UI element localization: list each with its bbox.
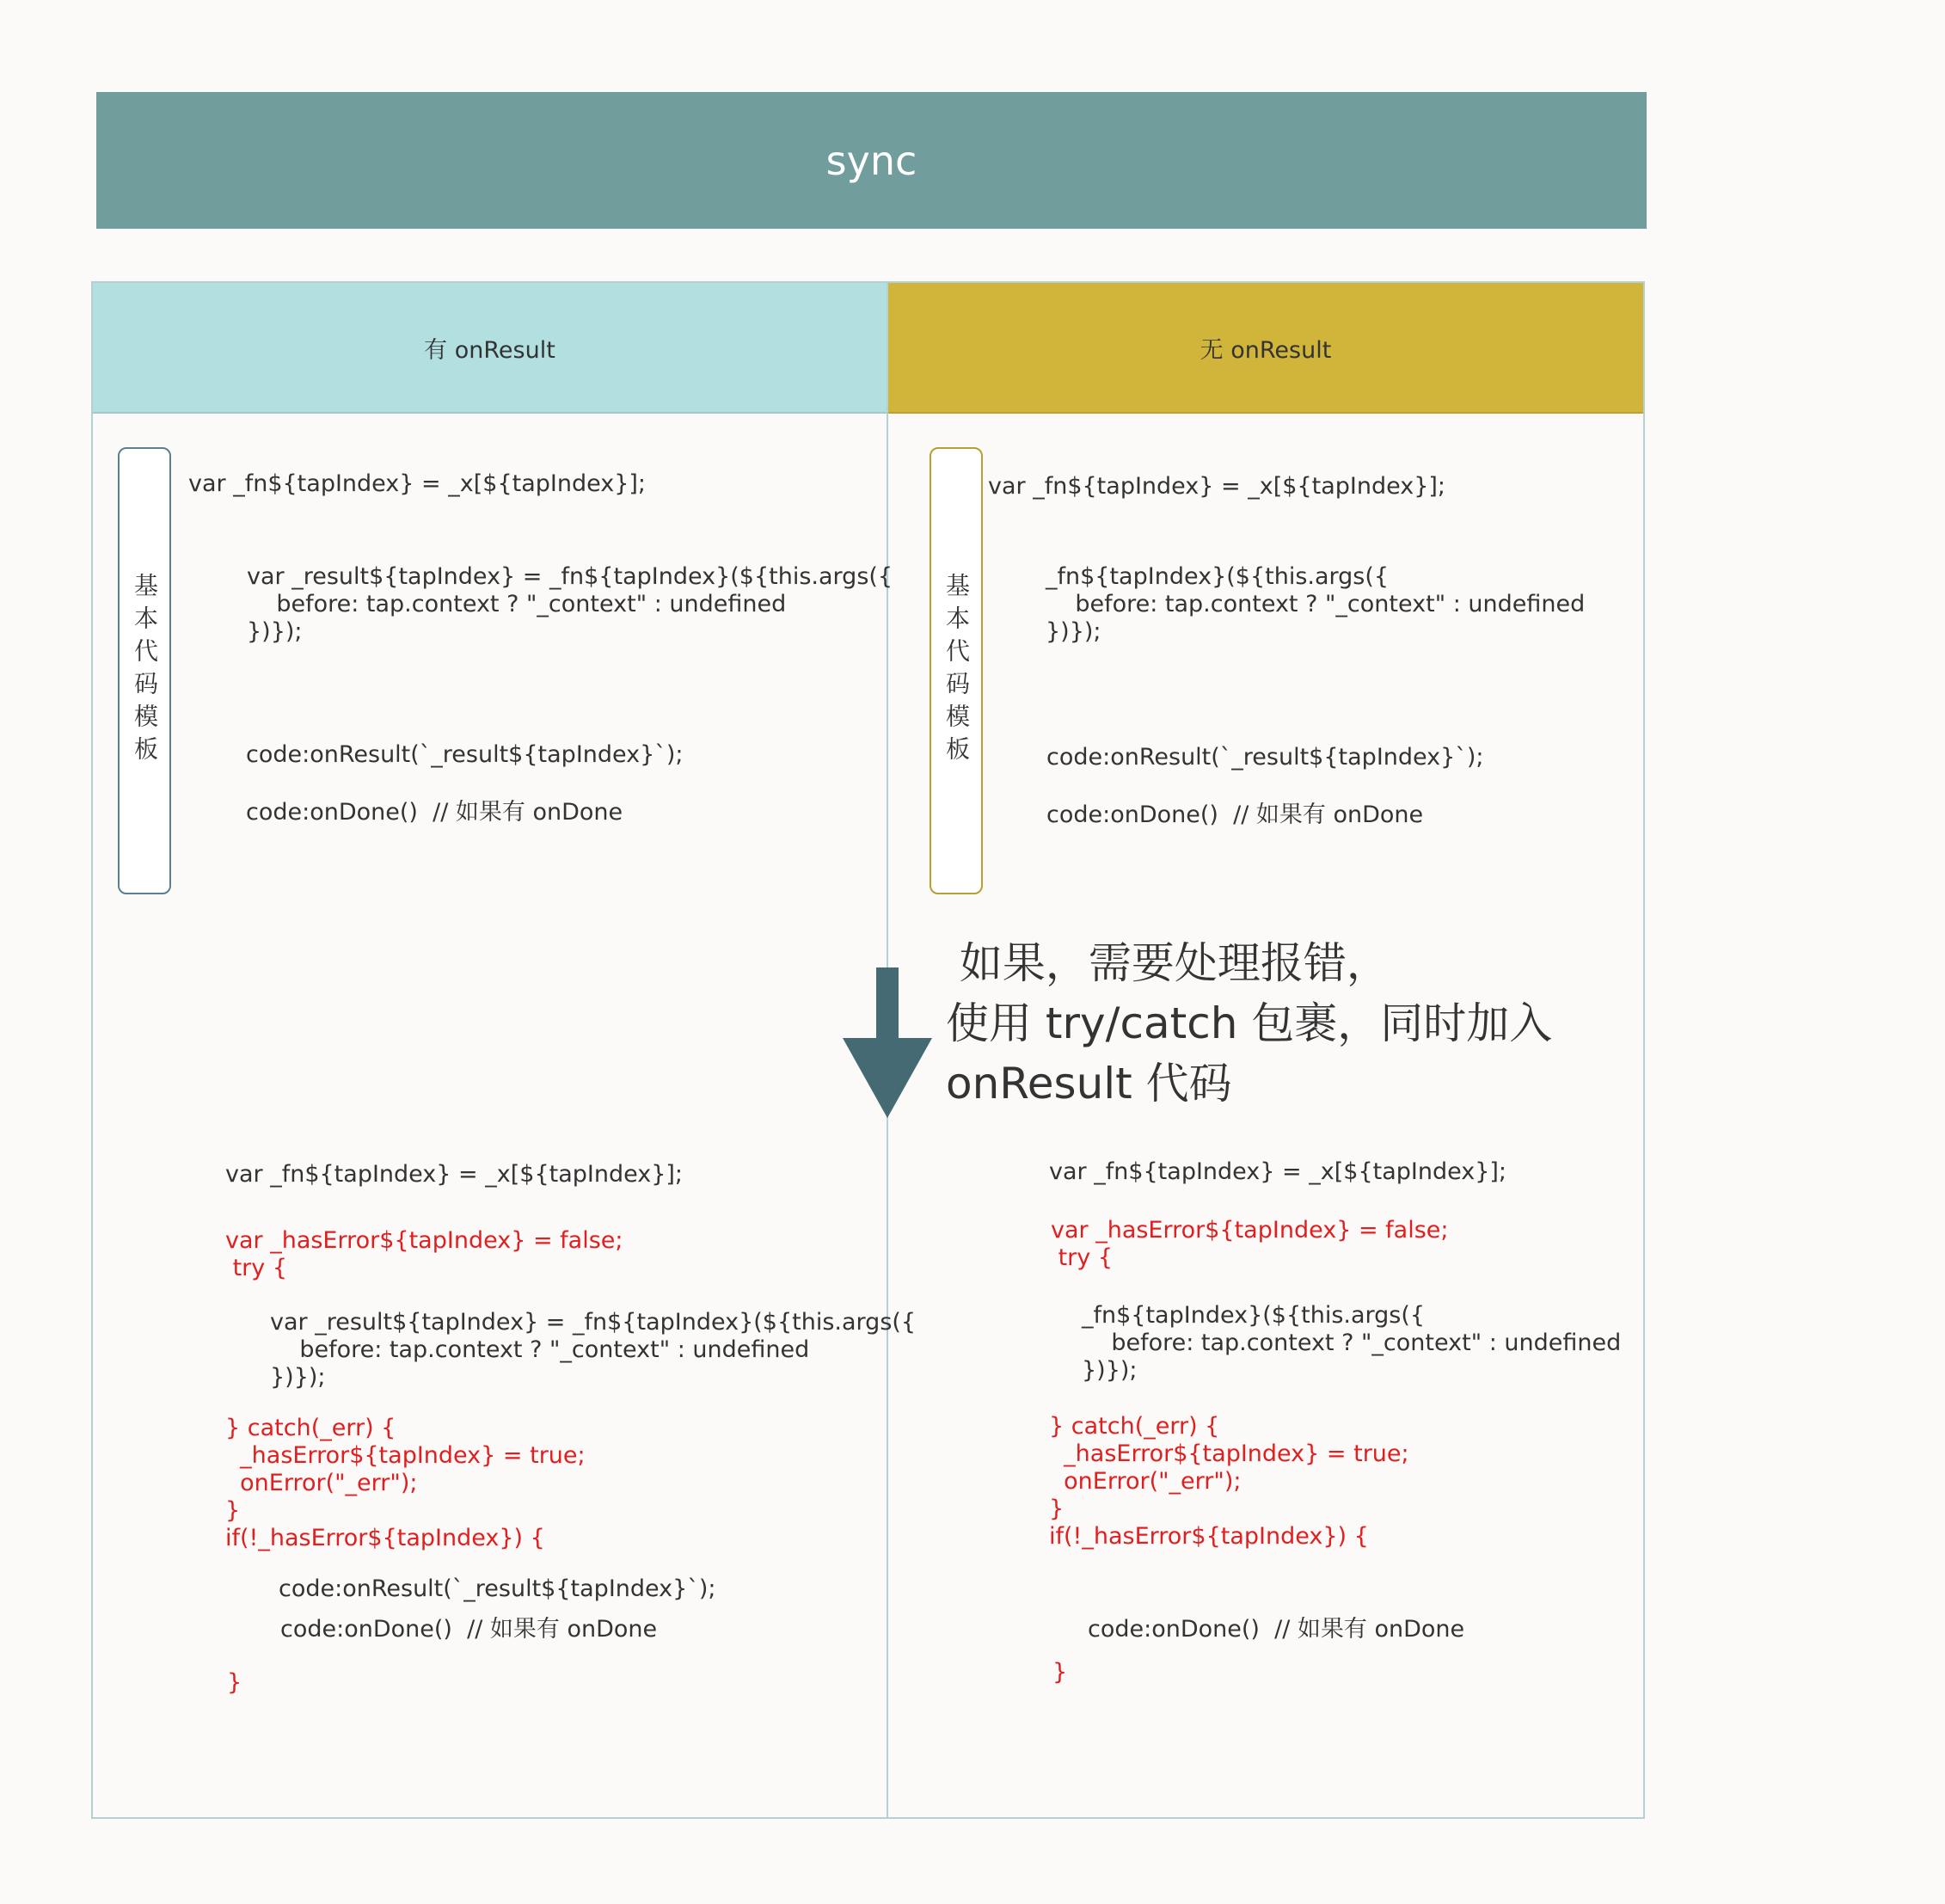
tr-call-block: _fn${tapIndex}(${this.args({ before: tap.context ? "_context" : undefined })}); [1046, 563, 1586, 645]
right-column-header [888, 283, 1643, 414]
template-label-right [930, 447, 983, 894]
banner-title: sync [825, 137, 917, 184]
right-header-label: 无 onResult [1200, 336, 1332, 364]
tr-fn-line: var _fn${tapIndex} = _x[${tapIndex}]; [988, 473, 1446, 500]
bl-close-brace: } [227, 1669, 242, 1696]
template-label-right-text: 基本代码模板 [942, 573, 971, 769]
bl-onresult-line: code:onResult(`_result${tapIndex}`); [279, 1575, 716, 1602]
bl-call-block: var _result${tapIndex} = _fn${tapIndex}(${this.args({ before: tap.context ? "_context" : undefined })}); [270, 1309, 917, 1391]
bl-ondone-line: code:onDone() // 如果有 onDone [280, 1616, 658, 1643]
br-call-block: _fn${tapIndex}(${this.args({ before: tap.context ? "_context" : undefined })}); [1082, 1302, 1622, 1384]
br-catch-block: } catch(_err) { _hasError${tapIndex} = true; onError("_err"); } if(!_hasError${tapIndex}) { [1049, 1413, 1409, 1550]
tr-ondone-line: code:onDone() // 如果有 onDone [1046, 802, 1424, 828]
bl-fn-line: var _fn${tapIndex} = _x[${tapIndex}]; [225, 1161, 684, 1188]
tr-onresult-line: code:onResult(`_result${tapIndex}`); [1046, 744, 1484, 771]
br-fn-line: var _fn${tapIndex} = _x[${tapIndex}]; [1049, 1158, 1507, 1185]
br-ondone-line: code:onDone() // 如果有 onDone [1088, 1616, 1465, 1643]
tl-call-block: var _result${tapIndex} = _fn${tapIndex}(${this.args({ before: tap.context ? "_context" : undefined })}); [247, 563, 893, 645]
left-header-label: 有 onResult [424, 336, 555, 364]
left-column-header [93, 283, 887, 414]
title-banner [96, 92, 1647, 229]
template-label-left-text: 基本代码模板 [131, 573, 159, 769]
down-arrow-icon [843, 967, 932, 1122]
bl-catch-block: } catch(_err) { _hasError${tapIndex} = true; onError("_err"); } if(!_hasError${tapIndex}) { [225, 1415, 586, 1551]
br-close-brace: } [1052, 1659, 1068, 1686]
template-label-left [118, 447, 171, 894]
tl-onresult-line: code:onResult(`_result${tapIndex}`); [246, 741, 684, 768]
try-catch-note: 如果，需要处理报错， 使用 try/catch 包裹，同时加入 onResult 代码 [946, 938, 1553, 1109]
tl-fn-line: var _fn${tapIndex} = _x[${tapIndex}]; [188, 470, 647, 497]
tl-ondone-line: code:onDone() // 如果有 onDone [246, 799, 623, 826]
bl-try-open: var _hasError${tapIndex} = false; try { [225, 1227, 623, 1281]
br-try-open: var _hasError${tapIndex} = false; try { [1051, 1217, 1449, 1271]
